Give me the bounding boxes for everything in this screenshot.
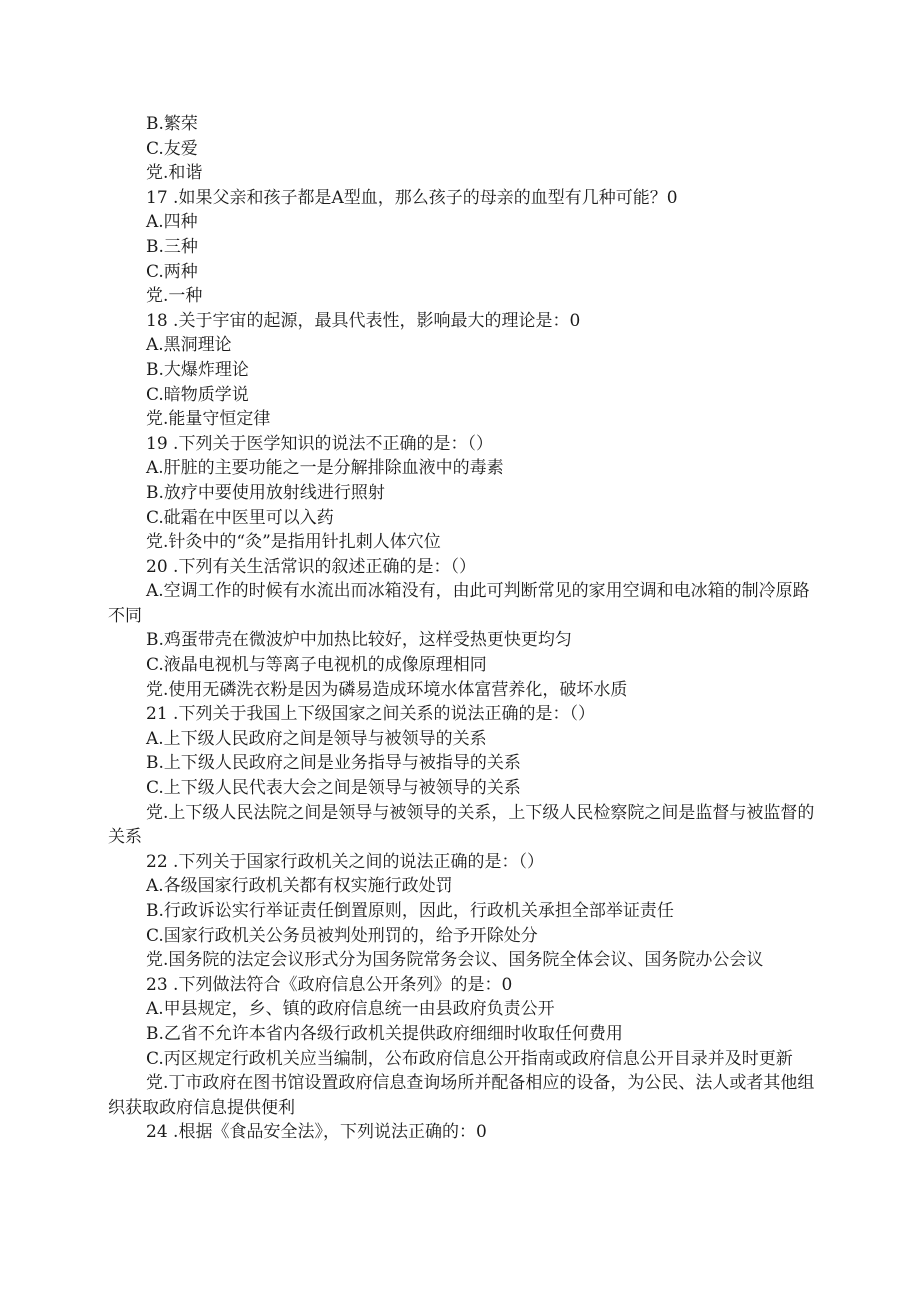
text-line: 19 .下列关于医学知识的说法不正确的是：（） bbox=[146, 433, 493, 454]
text-line: C.友爱 bbox=[146, 138, 198, 159]
text-line: 24 .根据《食品安全法》，下列说法正确的：0 bbox=[146, 1122, 487, 1143]
text-line: 20 .下列有关生活常识的叙述正确的是：（） bbox=[146, 556, 476, 577]
text-line: 党.丁市政府在图书馆设置政府信息查询场所并配备相应的设备，为公民、法人或者其他组织获取政府信息提供便利 bbox=[108, 1073, 815, 1118]
text-line: C.两种 bbox=[146, 261, 198, 282]
text-line: 21 .下列关于我国上下级国家之间关系的说法正确的是：（） bbox=[146, 704, 595, 725]
text-line: A.各级国家行政机关都有权实施行政处罚 bbox=[146, 876, 453, 897]
text-line: C.国家行政机关公务员被判处刑罚的，给予开除处分 bbox=[146, 925, 538, 946]
text-line: C.上下级人民代表大会之间是领导与被领导的关系 bbox=[146, 778, 521, 799]
text-line: A.黑洞理论 bbox=[146, 335, 232, 356]
text-line: 18 .关于宇宙的起源，最具代表性，影响最大的理论是：0 bbox=[146, 310, 581, 331]
text-line: 党.和谐 bbox=[146, 163, 203, 184]
text-line: B.行政诉讼实行举证责任倒置原则，因此，行政机关承担全部举证责任 bbox=[146, 901, 674, 921]
text-line: 党.国务院的法定会议形式分为国务院常务会议、国务院全体会议、国务院办公会议 bbox=[146, 950, 764, 971]
text-line: C.暗物质学说 bbox=[146, 384, 249, 405]
text-line: B.三种 bbox=[146, 236, 198, 257]
text-line: B.鸡蛋带壳在微波炉中加热比较好，这样受热更快更均匀 bbox=[146, 630, 572, 651]
text-line: A.空调工作的时候有水流出而冰箱没有，由此可判断常见的家用空调和电冰箱的制冷原路不同 bbox=[108, 581, 810, 626]
text-line: 党.使用无磷洗衣粉是因为磷易造成环境水体富营养化，破坏水质 bbox=[146, 679, 628, 700]
text-line: B.放疗中要使用放射线进行照射 bbox=[146, 482, 385, 503]
text-line: 党.能量守恒定律 bbox=[146, 409, 271, 430]
text-line: 党.一种 bbox=[146, 286, 203, 307]
text-line: C.砒霜在中医里可以入药 bbox=[146, 507, 334, 528]
text-line: 党.上下级人民法院之间是领导与被领导的关系，上下级人民检察院之间是监督与被监督的关系 bbox=[108, 802, 815, 848]
text-line: B.乙省不允许本省内各级行政机关提供政府细细时收取任何费用 bbox=[146, 1023, 623, 1044]
text-line: A.四种 bbox=[146, 212, 198, 233]
text-line: B.上下级人民政府之间是业务指导与被指导的关系 bbox=[146, 753, 521, 774]
text-line: A.肝脏的主要功能之一是分解排除血液中的毒素 bbox=[146, 458, 504, 479]
text-line: 党.针灸中的“灸”是指用针扎刺人体穴位 bbox=[146, 532, 441, 553]
text-line: B.大爆炸理论 bbox=[146, 359, 249, 380]
text-line: A.甲县规定，乡、镇的政府信息统一由县政府负责公开 bbox=[146, 999, 555, 1020]
document-body bbox=[108, 112, 820, 1145]
text-line: C.液晶电视机与等离子电视机的成像原理相同 bbox=[146, 655, 487, 676]
text-line: C.丙区规定行政机关应当编制，公布政府信息公开指南或政府信息公开目录并及时更新 bbox=[146, 1048, 793, 1069]
text-line: A.上下级人民政府之间是领导与被领导的关系 bbox=[146, 728, 487, 749]
text-line: B.繁荣 bbox=[146, 114, 198, 134]
text-line: 23 .下列做法符合《政府信息公开条列》的是：0 bbox=[146, 974, 513, 995]
text-line: 17 .如果父亲和孩子都是A型血，那么孩子的母亲的血型有几种可能？0 bbox=[146, 187, 678, 208]
text-line: 22 .下列关于国家行政机关之间的说法正确的是：（） bbox=[146, 851, 544, 872]
